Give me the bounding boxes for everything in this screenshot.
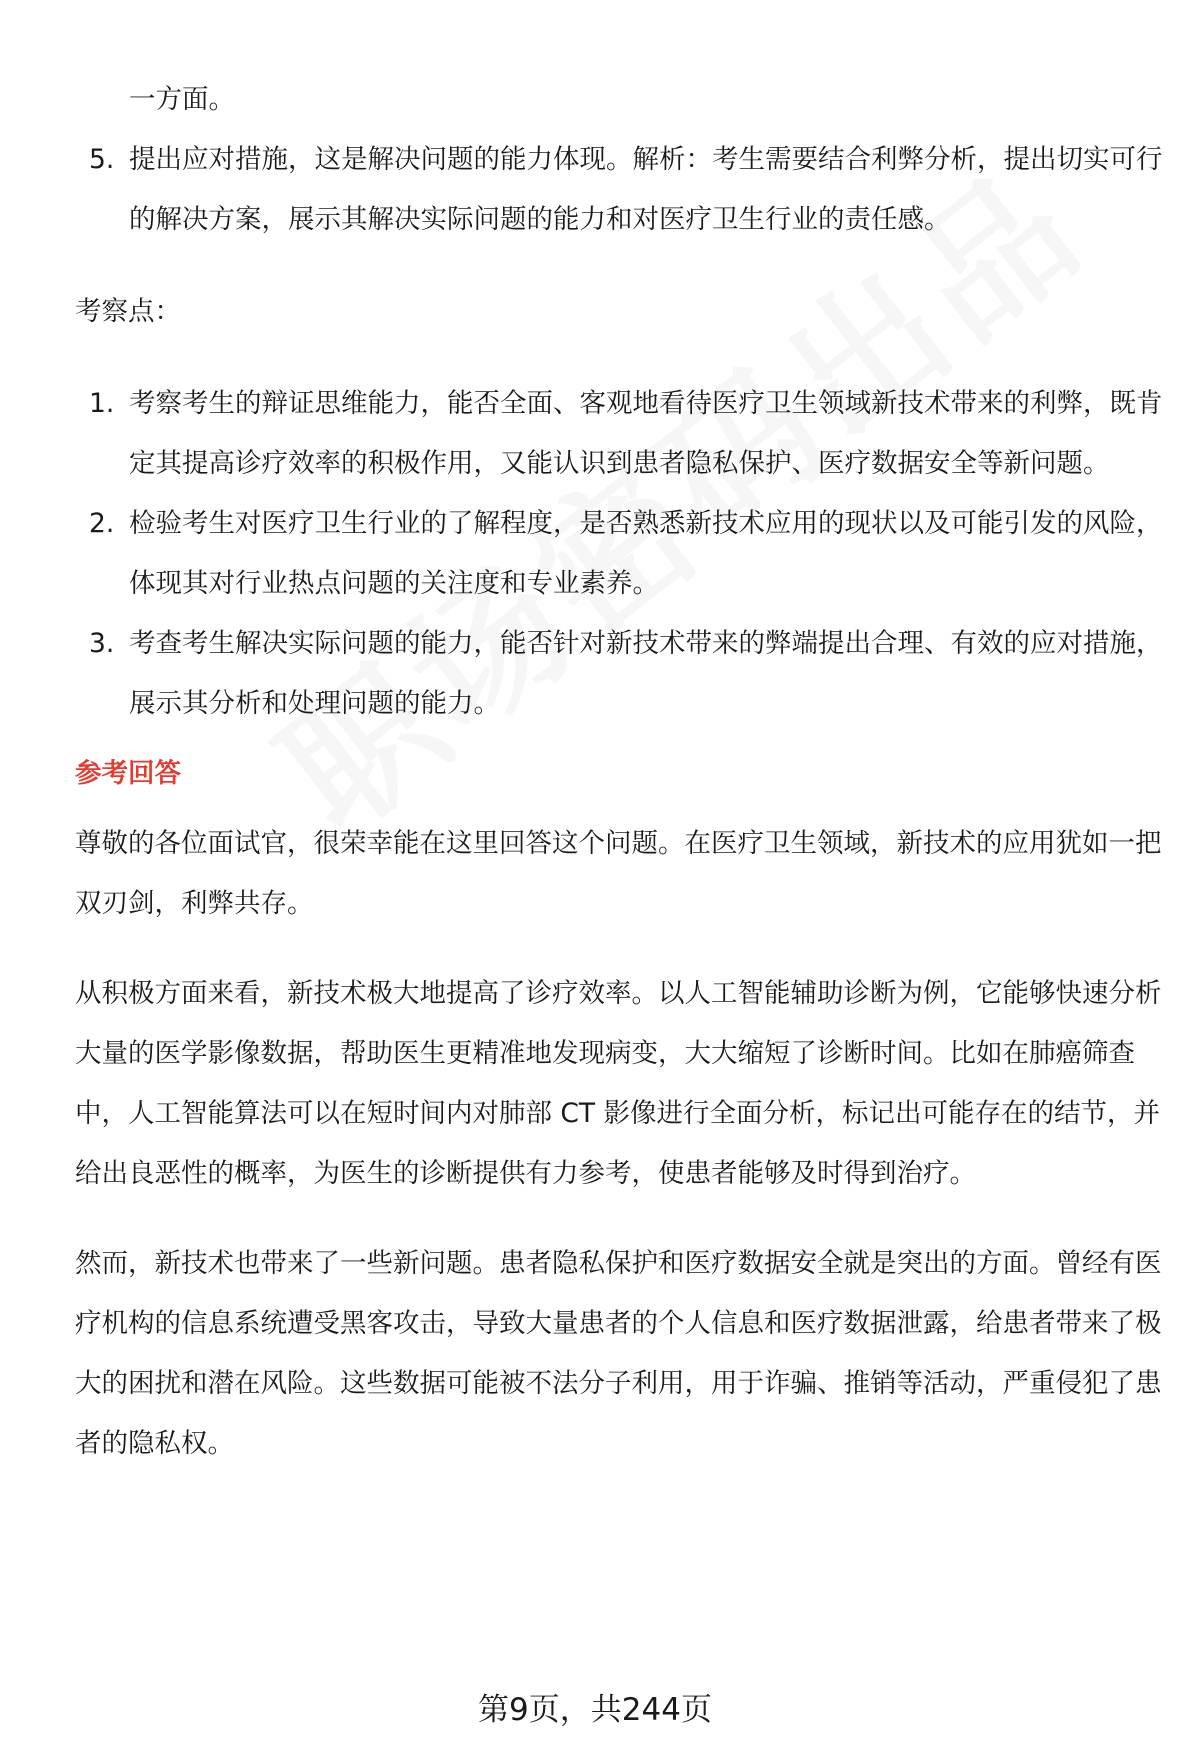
document-body [75, 70, 1165, 1474]
continuation-text: 一方面。 [129, 84, 235, 115]
list-item-text: 提出应对措施，这是解决问题的能力体现。解析：考生需要结合利弊分析，提出切实可行的解决方案，展示其解决实际问题的能力和对医疗卫生行业的责任感。 [129, 144, 1163, 235]
page-number-footer: 第9页，共244页 [478, 1692, 712, 1728]
list-item [75, 614, 1165, 734]
answer-paragraph: 尊敬的各位面试官，很荣幸能在这里回答这个问题。在医疗卫生领域，新技术的应用犹如一把双刃剑，利弊共存。 [75, 828, 1162, 919]
section-heading-answer: 参考回答 [75, 758, 181, 789]
answer-paragraph: 从积极方面来看，新技术极大地提高了诊疗效率。以人工智能辅助诊断为例，它能够快速分析大量的医学影像数据，帮助医生更精准地发现病变，大大缩短了诊断时间。比如在肺癌筛查中，人工智能算法可以在短时间内对肺部 CT 影像进行全面分析，标记出可能存在的结节，并给出良恶性的概率，为医生的诊断提供有力参考，使患者能够及时得到治疗。 [75, 978, 1162, 1189]
points-list [75, 374, 1165, 734]
list-item [75, 130, 1165, 250]
list-number: 3. [89, 628, 115, 659]
section-heading-points: 考察点： [75, 296, 181, 327]
list-item-text: 检验考生对医疗卫生行业的了解程度，是否熟悉新技术应用的现状以及可能引发的风险，体现其对行业热点问题的关注度和专业素养。 [129, 508, 1163, 599]
list-item [75, 374, 1165, 494]
list-number: 2. [89, 508, 115, 539]
list-item [75, 494, 1165, 614]
list-number: 1. [89, 388, 115, 419]
list-item-text: 考查考生解决实际问题的能力，能否针对新技术带来的弊端提出合理、有效的应对措施，展示其分析和处理问题的能力。 [129, 628, 1163, 719]
answer-paragraph: 然而，新技术也带来了一些新问题。患者隐私保护和医疗数据安全就是突出的方面。曾经有医疗机构的信息系统遭受黑客攻击，导致大量患者的个人信息和医疗数据泄露，给患者带来了极大的困扰和潜在风险。这些数据可能被不法分子利用，用于诈骗、推销等活动，严重侵犯了患者的隐私权。 [75, 1248, 1162, 1459]
list-item-text: 考察考生的辩证思维能力，能否全面、客观地看待医疗卫生领域新技术带来的利弊，既肯定其提高诊疗效率的积极作用，又能认识到患者隐私保护、医疗数据安全等新问题。 [129, 388, 1163, 479]
list-number: 5. [89, 144, 115, 175]
